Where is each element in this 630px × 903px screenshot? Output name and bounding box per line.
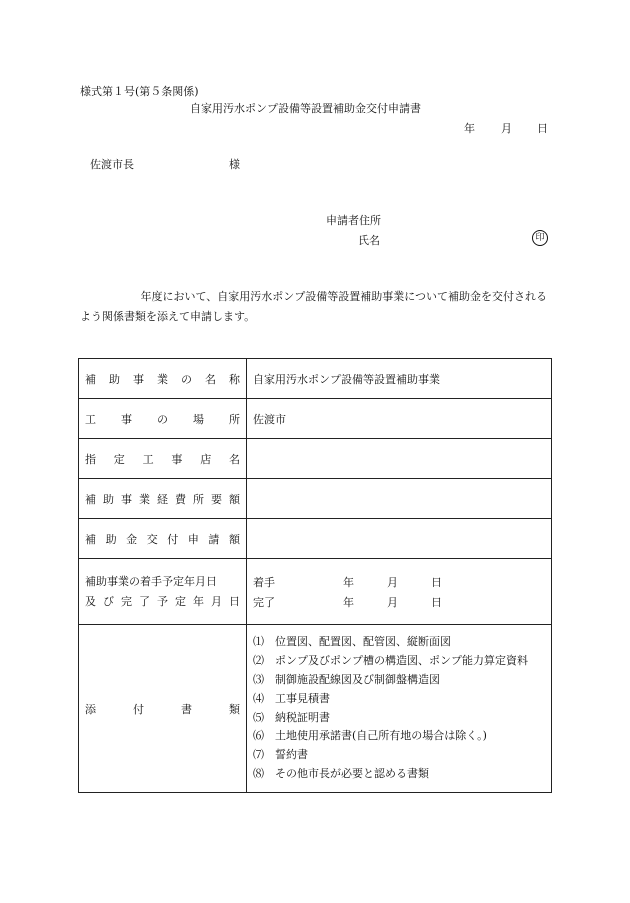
addressee-name: 佐渡市長: [90, 158, 134, 171]
applicant-name-label: 氏名: [358, 234, 380, 247]
project-cost-row: [79, 479, 552, 519]
attachment-number: ⑸: [253, 710, 264, 724]
row-label-text: [85, 371, 240, 387]
attachment-text: ポンプ及びポンプ槽の構造図、ポンプ能力算定資料: [275, 654, 528, 668]
label-char: 業: [157, 372, 168, 386]
attachment-item: [253, 727, 545, 746]
attachment-text: 工事見積書: [275, 691, 330, 705]
attachment-item: [253, 746, 545, 765]
date-day: 日: [537, 122, 548, 135]
label-char: 請: [208, 532, 220, 546]
applicant-address-label: 申請者住所: [326, 214, 381, 227]
label-char: 事: [171, 452, 183, 466]
label-char: 事: [121, 492, 132, 506]
label-char: 付: [133, 702, 144, 716]
schedule-end-key: 完了: [253, 595, 275, 609]
schedule-end-month: 月: [387, 595, 398, 609]
attachment-item: [253, 765, 545, 784]
attachments-list: [247, 625, 552, 793]
attachment-item: [253, 690, 545, 709]
row-value: [247, 399, 552, 439]
row-label-text: [85, 451, 240, 467]
row-label: [79, 399, 247, 439]
attachment-text: その他市長が必要と認める書類: [275, 766, 429, 780]
attachment-item: [253, 671, 545, 690]
schedule-label: [79, 559, 247, 625]
label-char: 金: [126, 532, 138, 546]
row-label: [79, 439, 247, 479]
attachment-number: ⑺: [253, 748, 264, 762]
label-char: 予: [157, 594, 168, 608]
contractor-row: [79, 439, 552, 479]
label-char: 店: [200, 452, 212, 466]
label-char: び: [103, 594, 114, 608]
date-year: 年: [464, 122, 475, 135]
attachments-label-text: [85, 701, 240, 717]
date-month: 月: [501, 122, 512, 135]
label-char: 指: [85, 452, 96, 466]
schedule-row: [79, 559, 552, 625]
label-char: 業: [139, 492, 150, 506]
row-label-text: [85, 411, 240, 427]
label-char: 場: [193, 412, 204, 426]
schedule-end-year: 年: [343, 595, 354, 609]
row-value: [247, 359, 552, 399]
row-label-text: [85, 531, 240, 547]
row-label: [79, 519, 247, 559]
label-char: 交: [146, 532, 158, 546]
label-char: 申: [187, 532, 199, 546]
label-char: 補: [85, 372, 96, 386]
schedule-end-day: 日: [431, 595, 442, 609]
schedule-start-month: 月: [387, 575, 398, 589]
label-char: 工: [85, 412, 96, 426]
label-char: 額: [228, 532, 240, 546]
schedule-label-line2: [85, 592, 240, 612]
label-char: 添: [85, 702, 96, 716]
schedule-start-key: 着手: [253, 575, 275, 589]
attachment-item: [253, 709, 545, 728]
label-char: 定: [175, 594, 186, 608]
label-char: 助: [105, 532, 117, 546]
schedule-start-year: 年: [343, 575, 354, 589]
row-label: [79, 479, 247, 519]
addressee-honorific: 様: [229, 158, 240, 171]
attachments-label: [79, 625, 247, 793]
row-value-text: 佐渡市: [253, 412, 286, 426]
grant-amount-row: [79, 519, 552, 559]
attachment-number: ⑻: [253, 766, 264, 780]
label-char: 書: [181, 702, 192, 716]
label-char: の: [181, 372, 192, 386]
label-char: 年: [193, 594, 204, 608]
label-char: 了: [139, 594, 150, 608]
work-location-row: [79, 399, 552, 439]
attachment-number: ⑹: [253, 729, 264, 743]
label-char: 称: [229, 372, 240, 386]
attachment-number: ⑴: [253, 635, 264, 649]
attachment-text: 位置図、配置図、配管図、縦断面図: [275, 635, 451, 649]
label-char: 経: [157, 492, 168, 506]
label-char: 助: [109, 372, 120, 386]
attachments-row: [79, 625, 552, 793]
attachment-item: [253, 633, 545, 652]
label-char: 要: [211, 492, 222, 506]
document-title: 自家用汚水ポンプ設備等設置補助金交付申請書: [190, 102, 421, 115]
label-char: 及: [85, 594, 96, 608]
attachment-item: [253, 652, 545, 671]
label-char: 事: [133, 372, 144, 386]
application-statement: 年度において、自家用汚水ポンプ設備等設置補助事業について補助金を交付されるよう関係書類を添えて申請します。: [80, 290, 548, 323]
schedule-start-day: 日: [431, 575, 442, 589]
label-char: の: [157, 412, 168, 426]
label-char: 助: [103, 492, 114, 506]
schedule-end-line: [253, 592, 545, 612]
attachment-text: 制御施設配線図及び制御盤構造図: [275, 672, 440, 686]
application-table: [78, 358, 552, 793]
label-char: 日: [229, 594, 240, 608]
schedule-label-line1: 補助事業の着手予定年月日: [85, 574, 217, 588]
label-char: 類: [229, 702, 240, 716]
label-char: 名: [228, 452, 240, 466]
label-char: 補: [85, 532, 96, 546]
label-char: 所: [229, 412, 240, 426]
label-char: 名: [205, 372, 216, 386]
attachment-number: ⑶: [253, 672, 264, 686]
row-label: [79, 359, 247, 399]
label-char: 補: [85, 492, 96, 506]
label-char: 工: [142, 452, 154, 466]
attachment-number: ⑵: [253, 654, 264, 668]
project-name-row: [79, 359, 552, 399]
attachment-number: ⑷: [253, 691, 264, 705]
label-char: 完: [121, 594, 132, 608]
label-char: 付: [167, 532, 179, 546]
seal-mark: 印: [532, 230, 548, 246]
row-value-text: 自家用汚水ポンプ設備等設置補助事業: [253, 372, 440, 386]
row-value: [247, 519, 552, 559]
attachment-text: 土地使用承諾書(自己所有地の場合は除く。): [275, 729, 487, 743]
attachment-text: 納税証明書: [275, 710, 330, 724]
label-char: 費: [175, 492, 186, 506]
label-char: 額: [229, 492, 240, 506]
label-char: 事: [121, 412, 132, 426]
row-value: [247, 439, 552, 479]
label-char: 所: [193, 492, 204, 506]
schedule-value: [247, 559, 552, 625]
form-number: 様式第１号(第５条関係): [80, 85, 199, 98]
label-char: 月: [211, 594, 222, 608]
schedule-start-line: [253, 572, 545, 592]
row-label-text: [85, 491, 240, 507]
attachment-text: 誓約書: [275, 748, 308, 762]
row-value: [247, 479, 552, 519]
label-char: 定: [113, 452, 125, 466]
